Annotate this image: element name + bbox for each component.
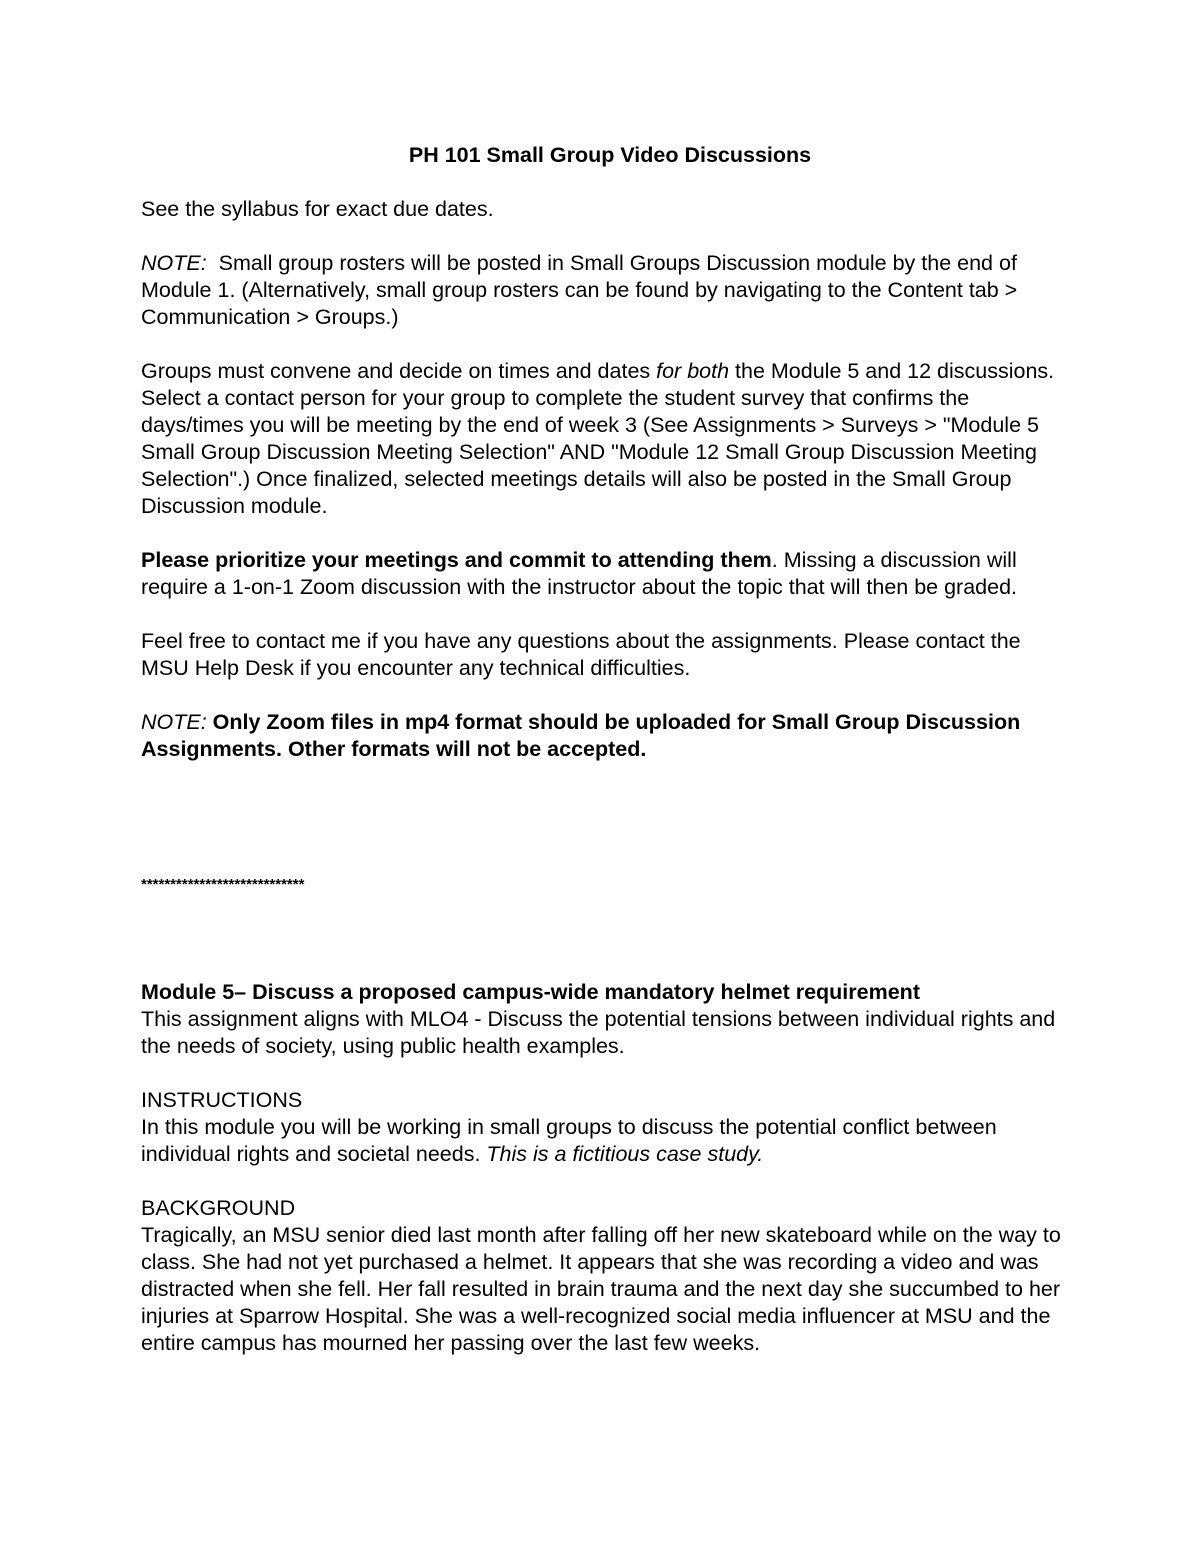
- note-format-bold-text: Only Zoom files in mp4 format should be uploaded for Small Group Discussion Assignments. Other formats will not be accepted.: [141, 710, 1021, 761]
- instructions-label: INSTRUCTIONS: [141, 1088, 303, 1112]
- note-format-paragraph: [141, 709, 1071, 763]
- instructions-text: In this module you will be working in small groups to discuss the potential conflict between individual rights and societal needs.: [141, 1115, 997, 1166]
- intro-paragraph: See the syllabus for exact due dates.: [141, 197, 494, 221]
- background-section: [141, 1195, 1071, 1357]
- groups-text-italic: for both: [656, 359, 730, 383]
- document-page: [141, 142, 1071, 1384]
- module5-section: [141, 979, 1071, 1060]
- groups-text-b: the Module 5 and 12 discussions. Select a contact person for your group to complete the student survey that confirms the days/times you will be meeting by the end of week 3 (See Assignments > Surveys > "Module 5 Small Group Discussion Meeting Selection" AND "Module 12 Small Group Discussion Meeting Selection".) Once finalized, selected meetings details will also be posted in the Small Group Discussion module.: [141, 359, 1055, 518]
- priority-text: . Missing a discussion will require a 1-on-1 Zoom discussion with the instructor about the topic that will then be graded.: [141, 548, 1018, 599]
- note-format-label: NOTE:: [141, 710, 207, 734]
- background-label: BACKGROUND: [141, 1196, 296, 1220]
- separator-stars: ****************************: [141, 876, 305, 893]
- document-title: PH 101 Small Group Video Discussions: [408, 143, 812, 167]
- groups-paragraph: [141, 358, 1071, 520]
- priority-bold-text: Please prioritize your meetings and commit to attending them: [141, 548, 772, 572]
- module5-alignment: This assignment aligns with MLO4 - Discuss the potential tensions between individual rights and the needs of society, using public health examples.: [141, 1007, 1056, 1058]
- note-rosters-paragraph: [141, 250, 1071, 331]
- priority-paragraph: [141, 547, 1071, 601]
- module5-heading: Module 5– Discuss a proposed campus-wide mandatory helmet requirement: [141, 980, 920, 1004]
- note-label: NOTE:: [141, 251, 207, 275]
- background-text: Tragically, an MSU senior died last month after falling off her new skateboard while on the way to class. She had not yet purchased a helmet. It appears that she was recording a video and was distracted when she fell. Her fall resulted in brain trauma and the next day she succumbed to her injuries at Sparrow Hospital. She was a well-recognized social media influencer at MSU and the entire campus has mourned her passing over the last few weeks.: [141, 1223, 1061, 1355]
- note-rosters-text: Small group rosters will be posted in Small Groups Discussion module by the end of Module 1. (Alternatively, small group rosters can be found by navigating to the Content tab > Communication > Groups.): [141, 251, 1024, 329]
- contact-paragraph: Feel free to contact me if you have any questions about the assignments. Please contact the MSU Help Desk if you encounter any technical difficulties.: [141, 629, 1021, 680]
- instructions-section: [141, 1087, 1071, 1168]
- groups-text-a: Groups must convene and decide on times and dates: [141, 359, 657, 383]
- instructions-italic: This is a fictitious case study.: [486, 1142, 764, 1166]
